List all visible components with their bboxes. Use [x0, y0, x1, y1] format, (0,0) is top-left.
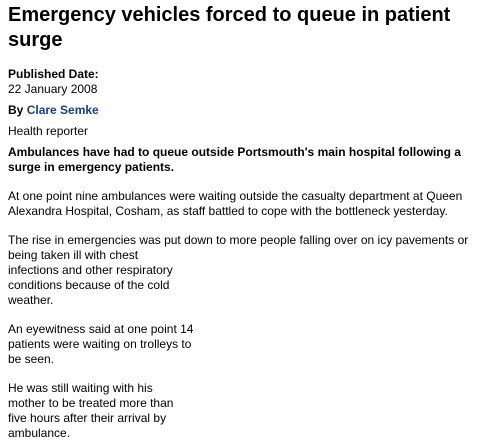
author-role: Health reporter: [8, 124, 89, 138]
article-paragraph-line: infections and other respiratory conditions because of the cold weather.: [8, 263, 173, 307]
article-paragraph: He was still waiting with his mother to be treated more than five hours after their arrival by ambulance.: [8, 381, 174, 440]
published-date: 22 January 2008: [8, 82, 98, 96]
article-paragraph-line: The rise in emergencies was put down to more people falling over on icy pavements or being taken ill with chest: [8, 233, 469, 262]
article-paragraph: At one point nine ambulances were waiting outside the casualty department at Queen Alexandra Hospital, Cosham, as staff battled to cope with the bottleneck yesterday.: [8, 189, 463, 218]
article-paragraph: [8, 233, 486, 308]
published-date-label: Published Date:: [8, 67, 99, 81]
article-paragraph: An eyewitness said at one point 14 patients were waiting on trolleys to be seen.: [8, 322, 194, 366]
byline-prefix: By: [8, 103, 24, 117]
author-link[interactable]: Clare Semke: [26, 103, 99, 117]
headline: Emergency vehicles forced to queue in patient surge: [8, 4, 451, 51]
byline: [8, 103, 487, 118]
article-lead: Ambulances have had to queue outside Portsmouth's main hospital following a surge in emergency patients.: [8, 145, 461, 174]
